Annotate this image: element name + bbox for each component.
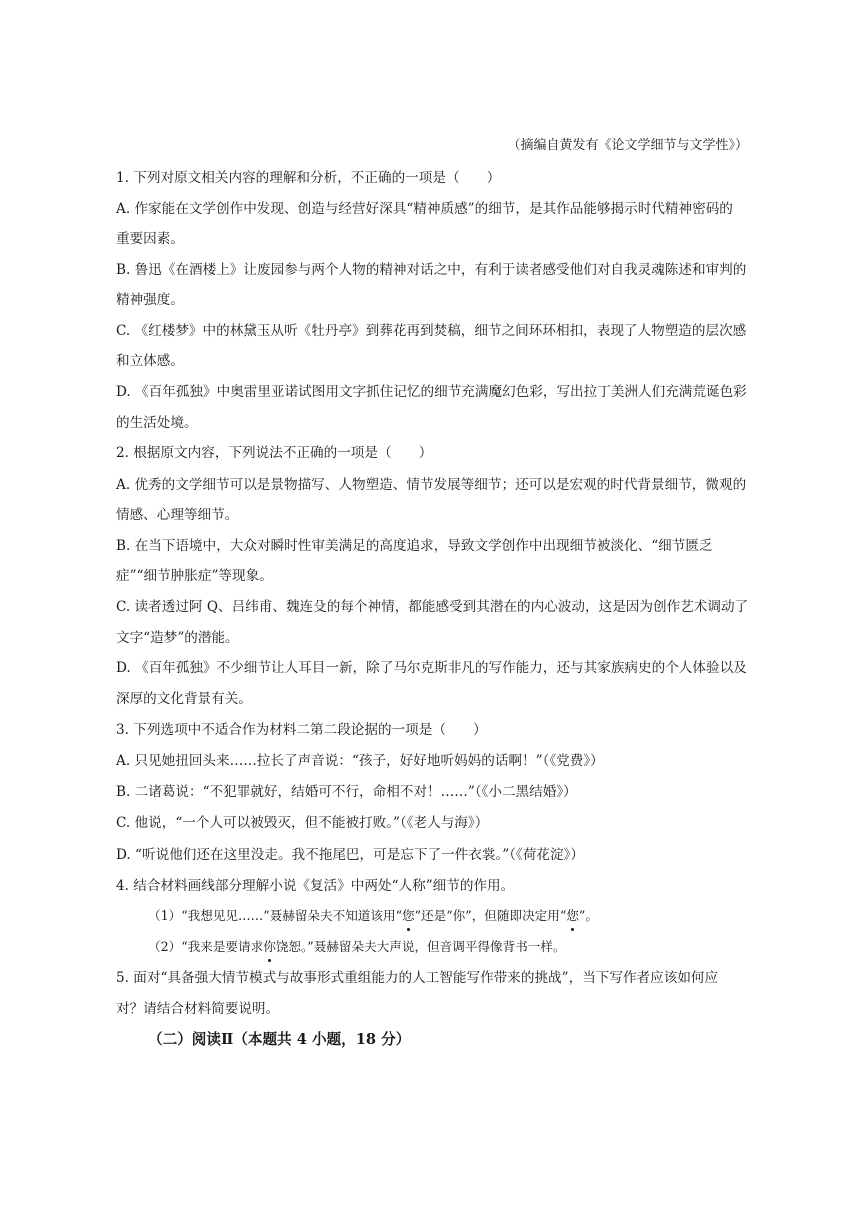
q2-option-d: D. 《百年孤独》不少细节让人耳目一新，除了马尔克斯非凡的写作能力，还与其家族病史的个人体验以及 — [116, 660, 747, 676]
q1-option-b: B. 鲁迅《在酒楼上》让废园参与两个人物的精神对话之中，有利于读者感受他们对自我灵魂陈述和审判的 — [116, 262, 747, 278]
q4-excerpt-1: （1）“我想见见……”聂赫留朵夫不知道该用“您”还是“你”，但随即决定用“您”。 — [148, 906, 598, 926]
q4-stem: 4. 结合材料画线部分理解小说《复活》中两处“人称”细节的作用。 — [116, 878, 515, 894]
q1-option-d-cont: 的生活处境。 — [116, 415, 198, 431]
q3-option-b: B. 二诸葛说：“不犯罪就好，结婚可不行，命相不对！……”（《小二黑结婚》） — [116, 784, 577, 800]
q2-option-c-cont: 文字“造梦”的潜能。 — [116, 630, 239, 646]
emphasis-dot-word: 您 — [402, 906, 415, 926]
q1-option-a: A. 作家能在文学创作中发现、创造与经营好深具“精神质感”的细节，是其作品能够揭示时代精神密码的 — [116, 201, 733, 217]
q2-option-a-cont: 情感、心理等细节。 — [116, 507, 239, 523]
q1-option-a-cont: 重要因素。 — [116, 231, 184, 247]
section-heading: （二）阅读Ⅱ（本题共 4 小题，18 分） — [148, 1031, 411, 1048]
q3-stem: 3. 下列选项中不适合作为材料二第二段论据的一项是（ ） — [116, 722, 487, 738]
q3-option-c: C. 他说，“一个人可以被毁灭，但不能被打败。”（《老人与海》） — [116, 815, 489, 831]
emphasis-dot-word: 您 — [566, 906, 579, 926]
q3-option-a: A. 只见她扭回头来……拉长了声音说：“孩子，好好地听妈妈的话啊！”（《党费》） — [116, 753, 604, 769]
q2-option-b-cont: 症”“细节肿胀症”等现象。 — [116, 568, 273, 584]
q5-stem: 5. 面对“具备强大情节模式与故事形式重组能力的人工智能写作带来的挑战”，当下写作者应该如何应 — [116, 970, 719, 986]
q2-option-a: A. 优秀的文学细节可以是景物描写、人物塑造、情节发展等细节；还可以是宏观的时代背景细节，微观的 — [116, 477, 747, 493]
source-citation: （摘编自黄发有《论文学细节与文学性》） — [507, 138, 748, 153]
q1-option-c: C. 《红楼梦》中的林黛玉从听《牡丹亭》到葬花再到焚稿，细节之间环环相扣，表现了人物塑造的层次感 — [116, 323, 747, 339]
q2-stem: 2. 根据原文内容，下列说法不正确的一项是（ ） — [116, 445, 433, 461]
q4-excerpt-2: （2）“我来是要请求你饶恕。”聂赫留朵夫大声说，但音调平得像背书一样。 — [148, 937, 566, 957]
q1-option-c-cont: 和立体感。 — [116, 353, 184, 369]
q1-stem: 1. 下列对原文相关内容的理解和分析，不正确的一项是（ ） — [116, 170, 501, 186]
emphasis-dot-word: 你 — [263, 937, 276, 957]
q1-option-d: D. 《百年孤独》中奥雷里亚诺试图用文字抓住记忆的细节充满魔幻色彩，写出拉丁美洲人们充满荒诞色彩 — [116, 384, 747, 400]
q5-stem-cont: 对？请结合材料简要说明。 — [116, 1001, 280, 1017]
q2-option-c: C. 读者透过阿 Q、吕纬甫、魏连殳的每个神情，都能感受到其潜在的内心波动，这是因为创作艺术调动了 — [116, 599, 749, 615]
q3-option-d: D. “听说他们还在这里没走。我不拖尾巴，可是忘下了一件衣裳。”（《荷花淀》） — [116, 847, 584, 863]
q2-option-d-cont: 深厚的文化背景有关。 — [116, 691, 252, 707]
q2-option-b: B. 在当下语境中，大众对瞬时性审美满足的高度追求，导致文学创作中出现细节被淡化、“细节匮乏 — [116, 538, 713, 554]
q1-option-b-cont: 精神强度。 — [116, 292, 184, 308]
